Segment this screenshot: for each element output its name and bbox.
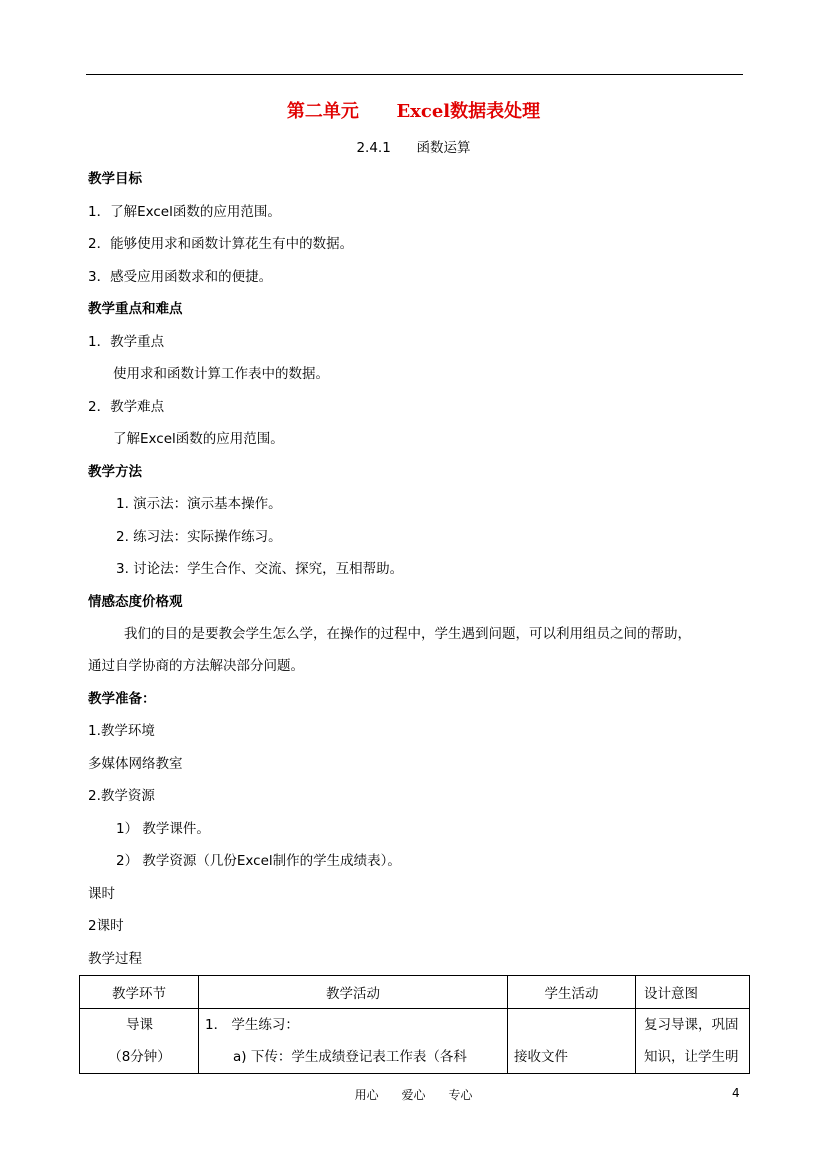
table-cell-student — [508, 1009, 636, 1074]
key-heading: 教学重点和难点 — [88, 301, 183, 317]
prep-heading: 教学准备： — [88, 691, 156, 707]
table-cell-intent — [636, 1009, 750, 1074]
method-item: 3. 讨论法：学生合作、交流、探究，互相帮助。 — [116, 561, 404, 577]
attitude-text: 我们的目的是要教会学生怎么学，在操作的过程中，学生遇到问题，可以利用组员之间的帮助， — [124, 626, 691, 642]
table-header-cell: 学生活动 — [508, 976, 636, 1009]
table-header-row — [80, 976, 750, 1009]
goal-item: 1．了解Excel函数的应用范围。 — [88, 204, 281, 220]
table-cell-stage — [80, 1009, 199, 1074]
page-subtitle: 2.4.1 函数运算 — [356, 140, 471, 156]
table-header-cell: 教学环节 — [80, 976, 199, 1009]
header-rule — [86, 74, 743, 75]
res-item: 1） 教学课件。 — [116, 821, 210, 837]
intent-line: 复习导课，巩固 — [644, 1017, 739, 1033]
intent-line: 知识，让学生明 — [644, 1049, 739, 1065]
goal-item: 3．感受应用函数求和的便捷。 — [88, 269, 273, 285]
page-title: 第二单元 Excel数据表处理 — [286, 101, 541, 122]
process-label: 教学过程 — [88, 951, 142, 967]
attitude-heading: 情感态度价格观 — [88, 594, 183, 610]
process-table — [79, 975, 750, 1074]
table-row — [80, 1009, 750, 1074]
attitude-text: 通过自学协商的方法解决部分问题。 — [88, 658, 304, 674]
res-item: 2） 教学资源（几份Excel制作的学生成绩表）。 — [116, 853, 401, 869]
method-item: 1. 演示法：演示基本操作。 — [116, 496, 282, 512]
table-header-cell: 教学活动 — [199, 976, 508, 1009]
hours-value: 2课时 — [88, 918, 124, 934]
stage-name: 导课 — [126, 1017, 153, 1033]
activity-line: 1． 学生练习： — [205, 1017, 299, 1033]
method-heading: 教学方法 — [88, 464, 142, 480]
page-number: 4 — [732, 1086, 740, 1100]
goal-item: 2．能够使用求和函数计算花生有中的数据。 — [88, 236, 354, 252]
method-item: 2. 练习法：实际操作练习。 — [116, 529, 282, 545]
difficulty-label: 2．教学难点 — [88, 399, 165, 415]
env-label: 1.教学环境 — [88, 723, 155, 739]
table-cell-activity — [199, 1009, 508, 1074]
student-activity: 接收文件 — [514, 1049, 568, 1065]
difficulty-text: 了解Excel函数的应用范围。 — [113, 431, 284, 447]
res-label: 2.教学资源 — [88, 788, 155, 804]
key-text: 使用求和函数计算工作表中的数据。 — [113, 366, 329, 382]
activity-line: a) 下传：学生成绩登记表工作表（各科 — [233, 1049, 467, 1065]
hours-label: 课时 — [88, 886, 115, 902]
goal-heading: 教学目标 — [88, 171, 142, 187]
env-text: 多媒体网络教室 — [88, 756, 183, 772]
page-footer: 用心 爱心 专心 — [354, 1088, 473, 1102]
stage-duration: （8分钟） — [108, 1049, 171, 1065]
table-header-cell: 设计意图 — [636, 976, 750, 1009]
key-label: 1．教学重点 — [88, 334, 165, 350]
